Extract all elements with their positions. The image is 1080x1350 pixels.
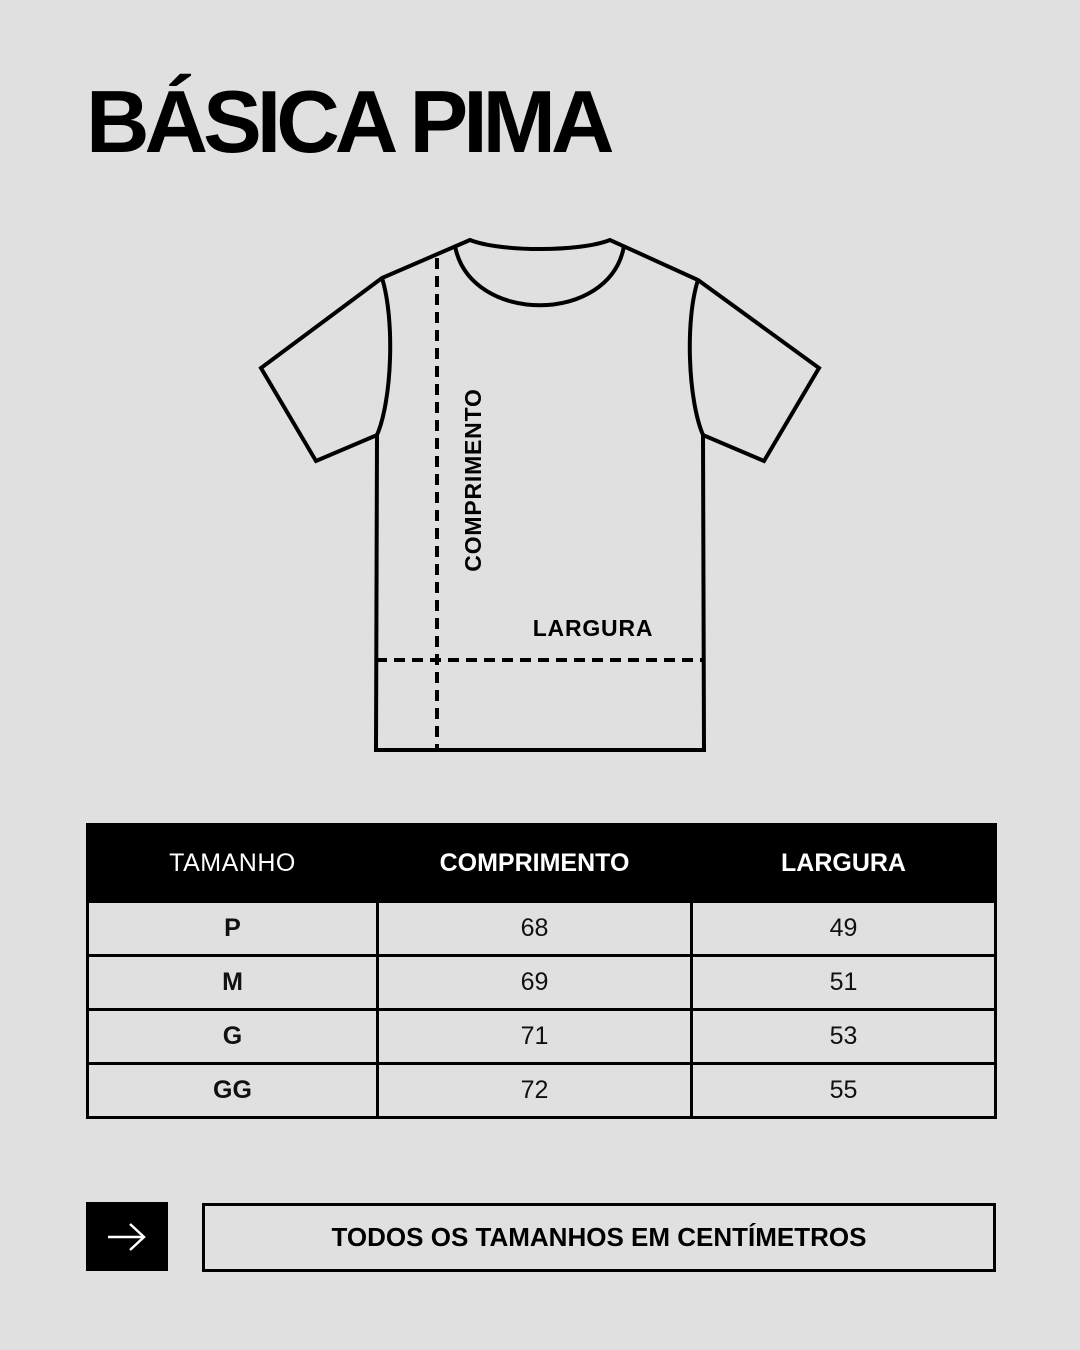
width-cell: 49 bbox=[692, 902, 996, 956]
header-length: COMPRIMENTO bbox=[378, 825, 692, 902]
length-cell: 68 bbox=[378, 902, 692, 956]
size-table bbox=[86, 823, 997, 1119]
header-width: LARGURA bbox=[692, 825, 996, 902]
size-cell: GG bbox=[88, 1064, 378, 1118]
arrow-right-icon bbox=[106, 1222, 148, 1252]
size-cell: G bbox=[88, 1010, 378, 1064]
width-label: LARGURA bbox=[532, 615, 654, 641]
units-note bbox=[202, 1203, 996, 1272]
table-header-row bbox=[88, 825, 996, 902]
size-cell: P bbox=[88, 902, 378, 956]
table-row bbox=[88, 902, 996, 956]
tshirt-collar bbox=[455, 246, 624, 305]
width-cell: 53 bbox=[692, 1010, 996, 1064]
left-sleeve-seam bbox=[377, 278, 390, 435]
length-label: COMPRIMENTO bbox=[460, 388, 486, 572]
length-cell: 72 bbox=[378, 1064, 692, 1118]
tshirt-outline bbox=[261, 240, 819, 750]
size-cell: M bbox=[88, 956, 378, 1010]
units-note-text: TODOS OS TAMANHOS EM CENTÍMETROS bbox=[331, 1222, 867, 1252]
page-title: BÁSICA PIMA bbox=[86, 72, 610, 171]
header-size: TAMANHO bbox=[88, 825, 378, 902]
table-row bbox=[88, 956, 996, 1010]
length-cell: 69 bbox=[378, 956, 692, 1010]
length-cell: 71 bbox=[378, 1010, 692, 1064]
right-sleeve-seam bbox=[690, 280, 703, 435]
width-cell: 55 bbox=[692, 1064, 996, 1118]
table-row bbox=[88, 1064, 996, 1118]
arrow-button[interactable] bbox=[86, 1202, 168, 1271]
width-cell: 51 bbox=[692, 956, 996, 1010]
table-row bbox=[88, 1010, 996, 1064]
